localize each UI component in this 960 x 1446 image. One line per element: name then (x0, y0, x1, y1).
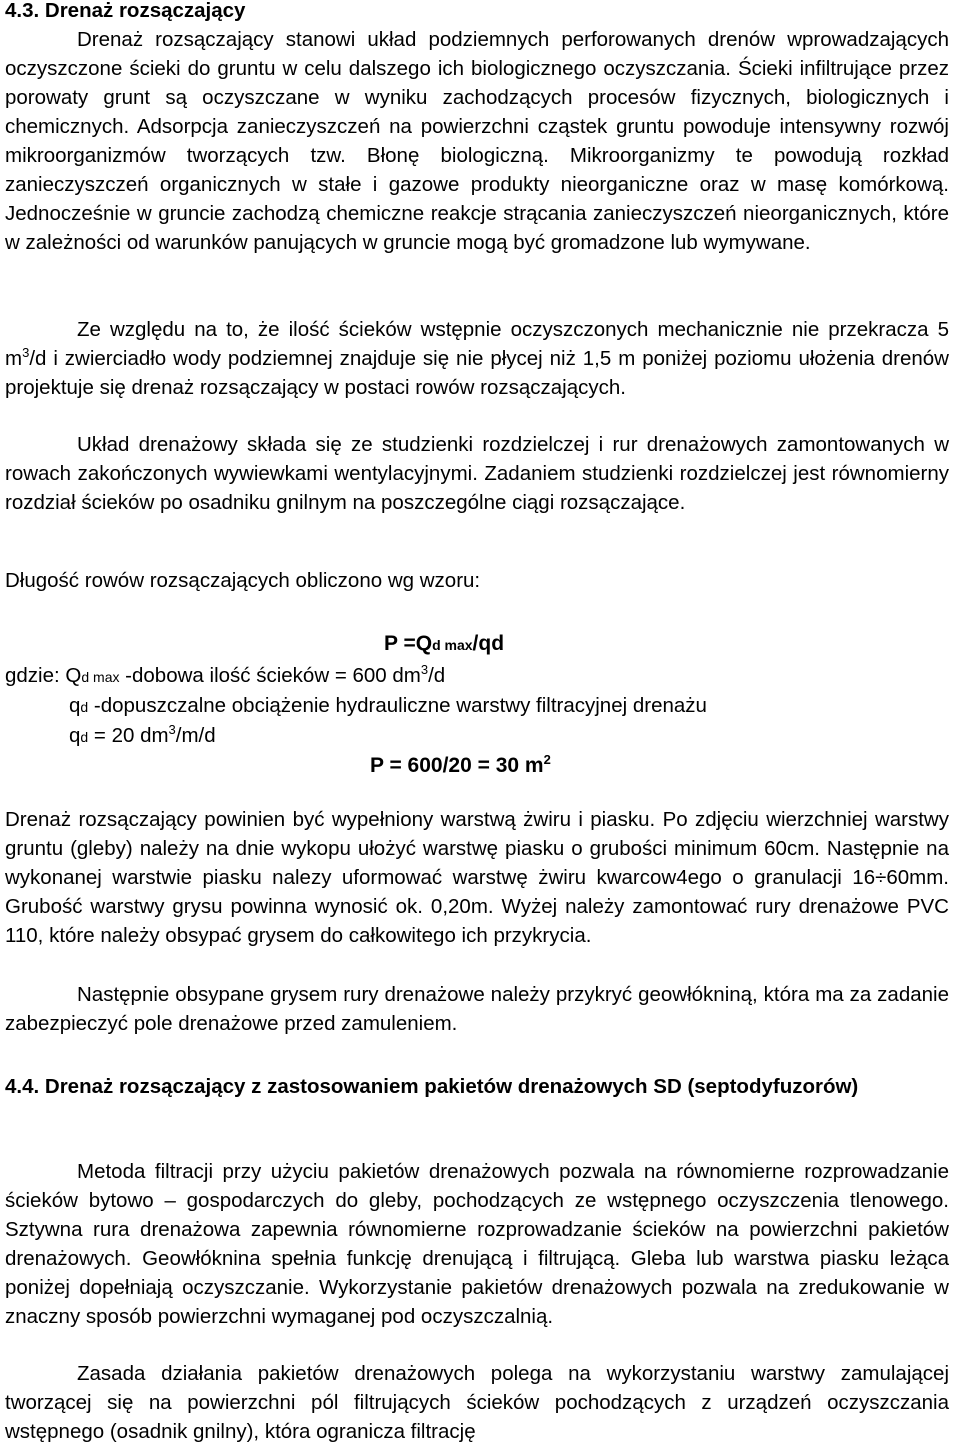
qd2-sup: 3 (168, 722, 176, 738)
formula-main (384, 632, 504, 656)
qd2-sub: d (80, 729, 89, 745)
section-4-3-paragraph-4: Drenaż rozsączający powinien być wypełniony warstwą żwiru i piasku. Po zdjęciu wierzchniej warstwy gruntu (gleby) należy na dnie wykopu ułożyć warstwę piasku o grubości minimum 60cm. Następnie na wykonanej warstwie piasku nalezy uformować warstwę żwiru kwarcow4ego o granulacji 16÷60mm. Grubość warstwy grysu powinna wynosić ok. 0,20m. Wyżej należy zamontować rury drenażowe PVC 110, które należy obsypać grysem do całkowitego ich przykrycia. (5, 808, 949, 947)
formula-main-sub: d max (432, 637, 473, 653)
result-a: P = 600/20 = 30 m (370, 754, 544, 777)
section-4-4-heading: 4.4. Drenaż rozsączający z zastosowaniem pakietów drenażowych SD (septodyfuzorów) (5, 1075, 859, 1098)
section-4-3-paragraph-5: Następnie obsypane grysem rury drenażowe należy przykryć geowłókniną, która ma za zadanie zabezpieczyć pole drenażowe przed zamuleniem. (5, 983, 949, 1035)
result-sup: 2 (543, 752, 551, 767)
where-label: gdzie: Q (5, 664, 82, 687)
qd-text: -dopuszczalne obciążenie hydrauliczne warstwy filtracyjnej drenażu (88, 694, 707, 717)
paragraph-2-superscript: 3 (22, 345, 30, 361)
qd2-text: = 20 dm (88, 724, 169, 747)
qd2-q: q (69, 724, 81, 747)
where-sub: d max (81, 669, 120, 685)
qd2-unit: /m/d (175, 724, 216, 747)
paragraph-2-text-b: /d i zwierciadło wody podziemnej znajduje się nie płycej niż 1,5 m poniżej poziomu ułożenia drenów projektuje się drenaż rozsączający w postaci rowów rozsączających. (5, 347, 949, 399)
formula-main-a: P =Q (384, 632, 433, 655)
formula-result (370, 754, 551, 778)
section-4-3-paragraph-2 (5, 315, 949, 402)
formula-where-line (5, 664, 445, 688)
qd-sub: d (80, 699, 89, 715)
formula-main-b: /qd (472, 632, 505, 655)
paragraph-2-text-a: Ze względu na to, że ilość ścieków wstępnie oczyszczonych mechanicznie nie przekracza 5 m (5, 318, 949, 370)
section-4-4-paragraph-2: Zasada działania pakietów drenażowych polega na wykorzystaniu warstwy zamulającej tworzącej się na powierzchni pól filtrujących ścieków pochodzących z urządzeń oczyszczania wstępnego (osadnik gnilny), która ogranicza filtrację (5, 1362, 949, 1443)
section-4-3-heading: 4.3. Drenaż rozsączający (5, 0, 246, 22)
formula-qd-value-line (69, 724, 216, 748)
formula-intro: Długość rowów rozsączających obliczono wg wzoru: (5, 569, 481, 592)
where-sup: 3 (420, 662, 429, 678)
section-4-4-paragraph-1: Metoda filtracji przy użyciu pakietów drenażowych pozwala na równomierne rozprowadzanie ścieków bytowo – gospodarczych do gleby, pochodzących ze wstępnego oczyszczenia tlenowego. Sztywna rura drenażowa zapewnia równomierne rozprowadzanie ścieków na powierzchni pakietów drenażowych. Geowłóknina spełnia funkcję drenującą i filtrującą. Gleba lub warstwa piasku leżąca poniżej dopełniają oczyszczanie. Wykorzystanie pakietów drenażowych pozwala na zredukowanie w znaczny sposób powierzchni wymaganej pod oczyszczalnią. (5, 1160, 949, 1328)
section-4-3-paragraph-1: Drenaż rozsączający stanowi układ podziemnych perforowanych drenów wprowadzających oczyszczone ścieki do gruntu w celu dalszego ich biologicznego oczyszczania. Ścieki infiltrujące przez porowaty grunt są oczyszczane w wyniku zachodzących procesów fizycznych, biologicznych i chemicznych. Adsorpcja zanieczyszczeń na powierzchni cząstek gruntu powoduje intensywny rozwój mikroorganizmów tworzących tzw. Błonę biologiczną. Mikroorganizmy te powodują rozkład zanieczyszczeń organicznych w stałe i gazowe produkty nieorganiczne oraz w masę komórkową. Jednocześnie w gruncie zachodzą chemiczne reakcje strącania zanieczyszczeń nieorganicznych, które w zależności od warunków panujących w gruncie mogą być gromadzone lub wymywane. (5, 28, 949, 254)
qd-q: q (69, 694, 81, 717)
formula-qd-line (69, 694, 707, 718)
section-4-3-paragraph-3: Układ drenażowy składa się ze studzienki rozdzielczej i rur drenażowych zamontowanych w rowach zakończonych wywiewkami wentylacyjnymi. Zadaniem studzienki rozdzielczej jest równomierny rozdział ścieków po osadniku gnilnym na poszczególne ciągi rozsączające. (5, 433, 949, 514)
where-text: -dobowa ilość ścieków = 600 dm (119, 664, 421, 687)
where-unit: /d (428, 664, 446, 687)
